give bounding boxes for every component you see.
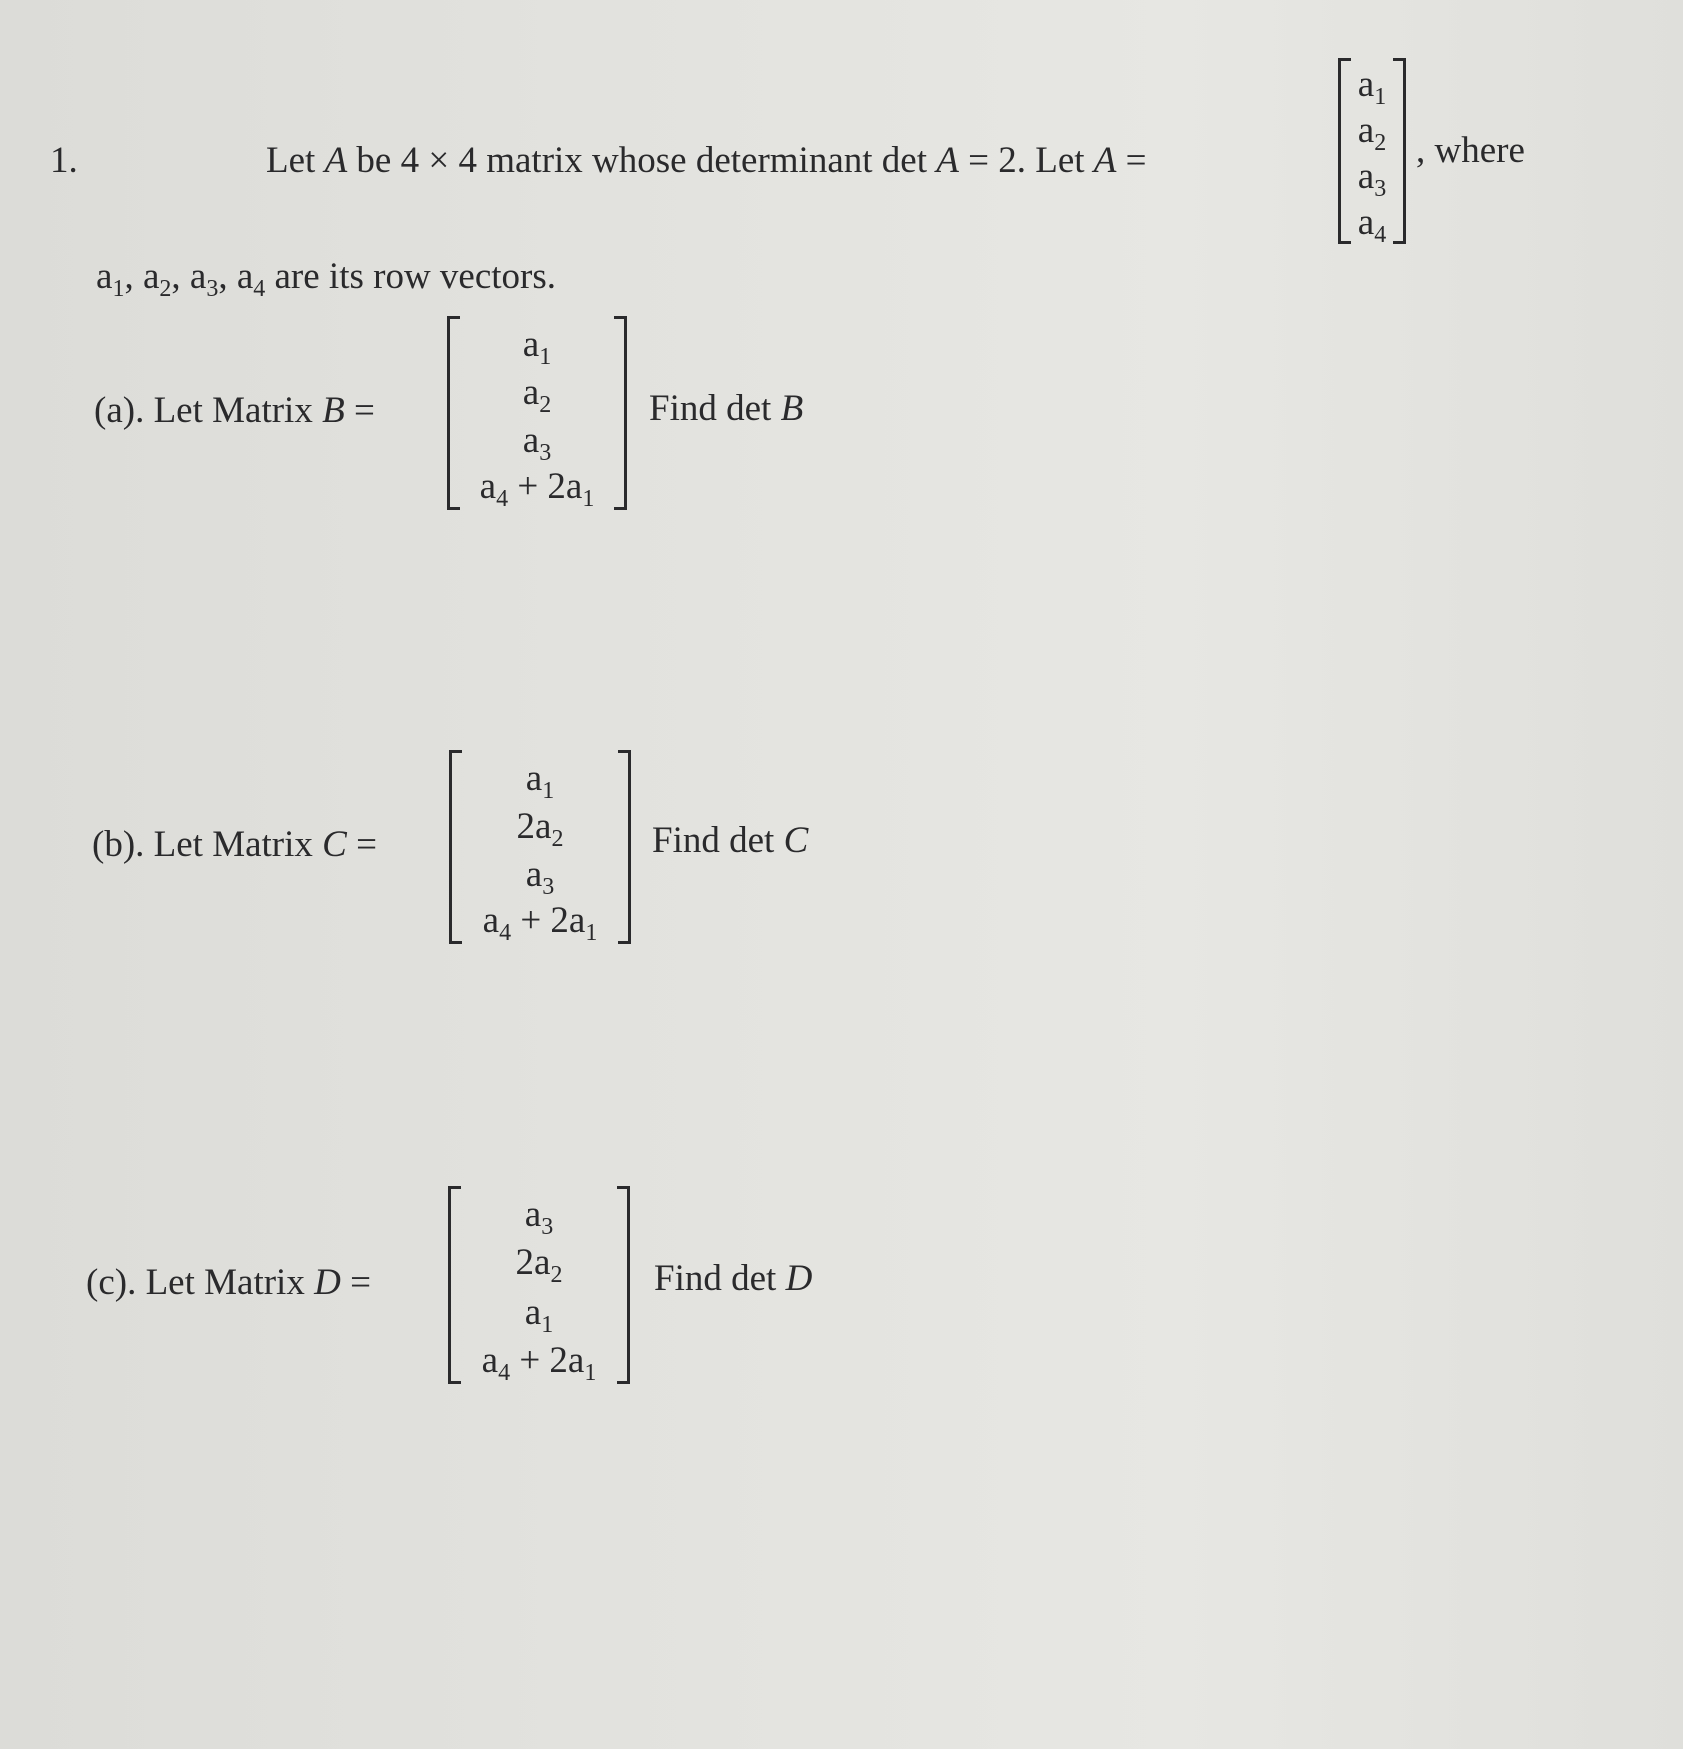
part-b-find: Find det C [652,820,809,861]
matrix-D-row-1: $a_3$ [524,1194,554,1240]
problem-where: , where [1416,130,1525,171]
problem-number: 1. [50,140,78,181]
part-c-find: Find det D [654,1258,813,1299]
matrix-C-row-1: $a_1$ [525,758,555,804]
matrix-A-row-1: $a_1$ [1357,64,1387,110]
matrix-D-row-2: $2a_2$ [515,1242,563,1288]
matrix-B-row-2: $a_2$ [522,372,552,418]
matrix-D [448,1186,630,1384]
matrix-A [1338,58,1406,248]
matrix-B-row-3: $a_3$ [522,420,552,466]
problem-intro: Let A be 4 × 4 matrix whose determinant det A = 2. Let A = [266,140,1147,181]
matrix-B-row-1: $a_1$ [522,324,552,370]
part-c-label: (c). Let Matrix D = [86,1262,371,1303]
matrix-C-row-2: $2a_2$ [516,806,564,852]
vector-list: $a_1$, $a_2$, $a_3$, $a_4$ [96,256,266,302]
part-a-find: Find det B [649,388,804,429]
matrix-C-row-4: $a_4 + 2a_1$ [482,900,598,946]
matrix-A-row-2: $a_2$ [1357,110,1387,156]
matrix-D-row-4: $a_4 + 2a_1$ [481,1340,597,1386]
matrix-C-row-3: $a_3$ [525,854,555,900]
part-b-label: (b). Let Matrix C = [92,824,377,865]
matrix-B [447,316,627,510]
matrix-B-row-4: $a_4 + 2a_1$ [479,466,595,512]
matrix-A-row-4: $a_4$ [1357,202,1387,248]
matrix-D-row-3: $a_1$ [524,1292,554,1338]
matrix-A-row-3: $a_3$ [1357,156,1387,202]
row-vectors-line: $a_1$, $a_2$, $a_3$, $a_4$ are its row vectors. [96,256,557,302]
matrix-C [449,750,631,944]
part-a-label: (a). Let Matrix B = [94,390,375,431]
